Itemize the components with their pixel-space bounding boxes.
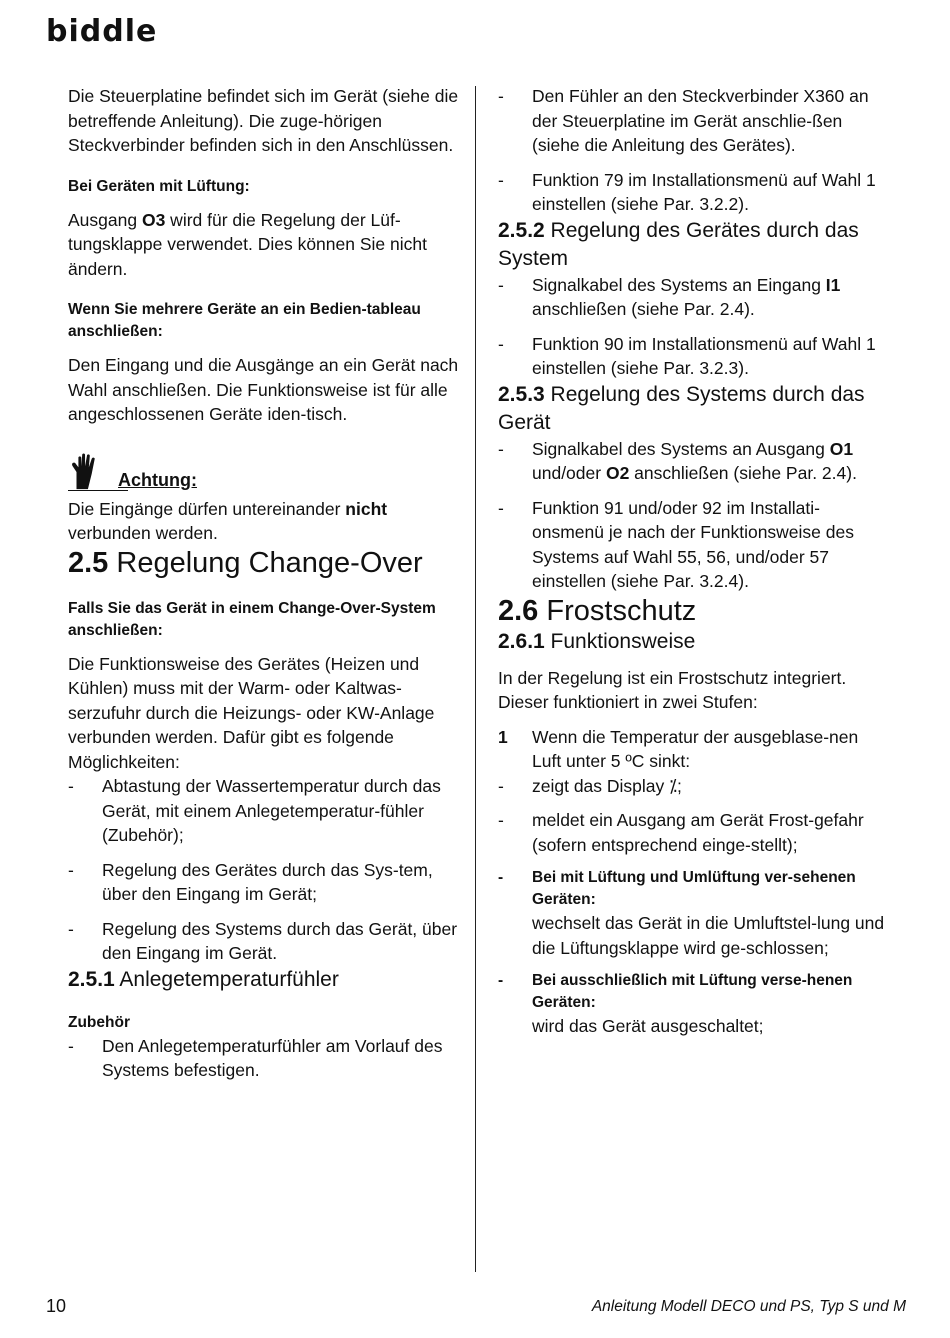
section-number: 2.6.1 [498, 629, 545, 653]
warning-title: Achtung: [118, 469, 197, 490]
brand-logo: biddle [46, 14, 158, 49]
list-item: - Bei ausschließlich mit Lüftung verse-henen Geräten: wird das Gerät ausgeschaltet; [498, 970, 888, 1039]
section-number: 2.5.2 [498, 218, 545, 242]
lueftung-paragraph [68, 208, 460, 282]
section-2-5-2-list [498, 273, 888, 381]
list-item: - Signalkabel des Systems an Ausgang O1 und/oder O2 anschließen (siehe Par. 2.4). [498, 438, 857, 483]
zubehoer-list [68, 1034, 460, 1083]
list-item-text: anschließen (siehe Par. 2.4). [532, 299, 755, 319]
list-item: - Bei mit Lüftung und Umlüftung ver-sehenen Geräten: wechselt das Gerät in die Umluftstel-lung und die Lüftungsklappe wird ge-schlossen; [498, 867, 888, 960]
warning-text-part: Die Eingänge dürfen untereinander [68, 498, 346, 519]
list-item: - Den Anlegetemperaturfühler am Vorlauf des Systems befestigen. [68, 1035, 443, 1080]
section-number: 2.5.1 [68, 967, 115, 991]
list-item-text: Den Anlegetemperaturfühler am Vorlauf des Systems befestigen. [102, 1035, 443, 1080]
section-2-5-3-list [498, 437, 888, 594]
document-title: Anleitung Modell DECO und PS, Typ S und M [591, 1298, 906, 1315]
warning-text [68, 497, 460, 546]
list-item: - Den Fühler an den Steckverbinder X360 an der Steuerplatine im Gerät anschlie-ßen (siehe die Anleitung des Gerätes). [498, 86, 869, 155]
lueftung-text-part: wird für die Regelung der Lüf-tungsklappe verwendet. Dies können Sie nicht ändern. [68, 209, 427, 279]
zubehoer-heading: Zubehör [68, 1013, 130, 1031]
list-item-heading: Bei ausschließlich mit Lüftung verse-henen Geräten: [532, 972, 853, 1011]
section-2-5-heading [68, 546, 460, 580]
list-item: - Funktion 91 und/oder 92 im Installati-onsmenü je nach der Funktionsweise des Systems auf Wahl 55, 56, und/oder 57 einstellen (siehe Par. 3.2.4). [498, 497, 854, 591]
mehrere-paragraph: Den Eingang und die Ausgänge an ein Gerät nach Wahl anschließen. Die Funktionsweise ist für alle angeschlossenen Geräte iden-tisch. [68, 355, 459, 424]
section-2-5-3-heading [498, 381, 888, 437]
lueftung-text-part: Ausgang [68, 209, 142, 230]
list-item-text: wird das Gerät ausgeschaltet; [532, 1016, 764, 1036]
change-over-paragraph: Die Funktionsweise des Gerätes (Heizen und Kühlen) muss mit der Warm- oder Kaltwas-serzufuhr durch die Heizungs- oder KW-Anlage verbunden werden. Dafür gibt es folgende Möglichkeiten: [68, 653, 435, 772]
page-number: 10 [46, 1296, 67, 1316]
section-title: Regelung Change-Over [108, 546, 423, 579]
hand-stop-icon [68, 453, 104, 491]
warning-emphasis: nicht [345, 498, 388, 519]
list-item-text: wechselt das Gerät in die Umluftstel-lung und die Lüftungsklappe wird ge-schlossen; [532, 913, 885, 958]
section-title: Anlegetemperaturfühler [114, 967, 339, 991]
section-title: Regelung des Systems durch das Gerät [498, 382, 865, 434]
list-item-text: Regelung des Systems durch das Gerät, über den Eingang im Gerät. [102, 918, 458, 963]
list-item: - Regelung des Systems durch das Gerät, über den Eingang im Gerät. [68, 918, 458, 963]
left-column [68, 84, 460, 1083]
section-title: Regelung des Gerätes durch das System [498, 218, 859, 270]
frost-intro-paragraph: In der Regelung ist ein Frostschutz integriert. Dieser funktioniert in zwei Stufen: [498, 667, 847, 712]
intro-paragraph: Die Steuerplatine befindet sich im Gerät (siehe die betreffende Anleitung). Die zuge-hörigen Steckverbinder befinden sich in den Anschlüssen. [68, 86, 459, 155]
change-over-heading: Falls Sie das Gerät in einem Change-Over-System anschließen: [68, 599, 436, 639]
list-item: - Funktion 79 im Installationsmenü auf Wahl 1 einstellen (siehe Par. 3.2.2). [498, 169, 876, 214]
section-2-6-heading [498, 594, 888, 628]
mehrere-heading: Wenn Sie mehrere Geräte an ein Bedien-tableau anschließen: [68, 301, 421, 340]
list-item-text: zeigt das Display [532, 775, 670, 796]
section-number: 2.6 [498, 594, 539, 627]
lueftung-heading: Bei Geräten mit Lüftung: [68, 177, 250, 195]
step-text: Wenn die Temperatur der ausgeblase-nen Luft unter 5 ºC sinkt: [532, 726, 859, 771]
output-o1-label: O1 [829, 438, 854, 459]
list-item: - Regelung des Gerätes durch das Sys-tem, über den Eingang im Gerät; [68, 859, 433, 904]
list-item-text: Signalkabel des Systems an Eingang [532, 274, 826, 295]
list-item-text: anschließen (siehe Par. 2.4). [629, 463, 857, 483]
list-item-heading: Bei mit Lüftung und Umlüftung ver-sehenen Geräten: [532, 869, 856, 908]
section-2-6-1-heading [498, 628, 888, 656]
list-item: - Signalkabel des Systems an Eingang I1 anschließen (siehe Par. 2.4). [498, 274, 841, 319]
right-column [498, 84, 888, 1039]
output-o3-label: O3 [141, 209, 166, 230]
section-title: Frostschutz [538, 594, 697, 627]
list-item-text: Signalkabel des Systems an Ausgang [532, 438, 830, 459]
section-title: Funktionsweise [544, 629, 696, 653]
frost-step-1-list [498, 774, 888, 1039]
change-over-list [68, 774, 460, 966]
section-2-5-1-heading [68, 966, 460, 994]
list-item: - zeigt das Display ⁒; [498, 775, 682, 796]
section-number: 2.5 [68, 546, 109, 579]
frost-display-symbol-icon: ⁒ [669, 775, 678, 796]
step-number: 1 [498, 726, 508, 747]
list-item: - Funktion 90 im Installationsmenü auf Wahl 1 einstellen (siehe Par. 3.2.3). [498, 333, 876, 378]
list-item: - meldet ein Ausgang am Gerät Frost-gefahr (sofern entsprechend einge-stellt); [498, 810, 864, 855]
list-item: - Abtastung der Wassertemperatur durch das Gerät, mit einem Anlegetemperatur-fühler (Zubehör); [68, 776, 441, 845]
section-2-5-2-heading [498, 217, 888, 273]
warning-text-part: verbunden werden. [68, 523, 218, 543]
list-item-text: Funktion 91 und/oder 92 im Installati-onsmenü je nach der Funktionsweise des Systems auf Wahl 55, 56, und/oder 57 einstellen (siehe Par. 3.2.4). [532, 497, 854, 591]
sensor-steps-list [498, 84, 888, 217]
list-item-text: Funktion 90 im Installationsmenü auf Wahl 1 einstellen (siehe Par. 3.2.3). [532, 333, 876, 378]
frost-step-1 [498, 725, 888, 774]
output-o2-label: O2 [605, 463, 630, 483]
list-item-text: Funktion 79 im Installationsmenü auf Wahl 1 einstellen (siehe Par. 3.2.2). [532, 169, 876, 214]
list-item-text: und/oder [532, 463, 606, 483]
input-i1-label: I1 [825, 274, 841, 295]
list-item-text: Regelung des Gerätes durch das Sys-tem, über den Eingang im Gerät; [102, 859, 433, 904]
list-item-text: ; [677, 775, 682, 796]
column-divider [475, 86, 476, 1272]
warning-block [68, 451, 460, 491]
list-item-text: Abtastung der Wassertemperatur durch das Gerät, mit einem Anlegetemperatur-fühler (Zubehör); [102, 776, 441, 845]
list-item-text: Den Fühler an den Steckverbinder X360 an der Steuerplatine im Gerät anschlie-ßen (siehe die Anleitung des Gerätes). [532, 86, 869, 155]
list-item-text: meldet ein Ausgang am Gerät Frost-gefahr (sofern entsprechend einge-stellt); [532, 810, 864, 855]
section-number: 2.5.3 [498, 382, 545, 406]
